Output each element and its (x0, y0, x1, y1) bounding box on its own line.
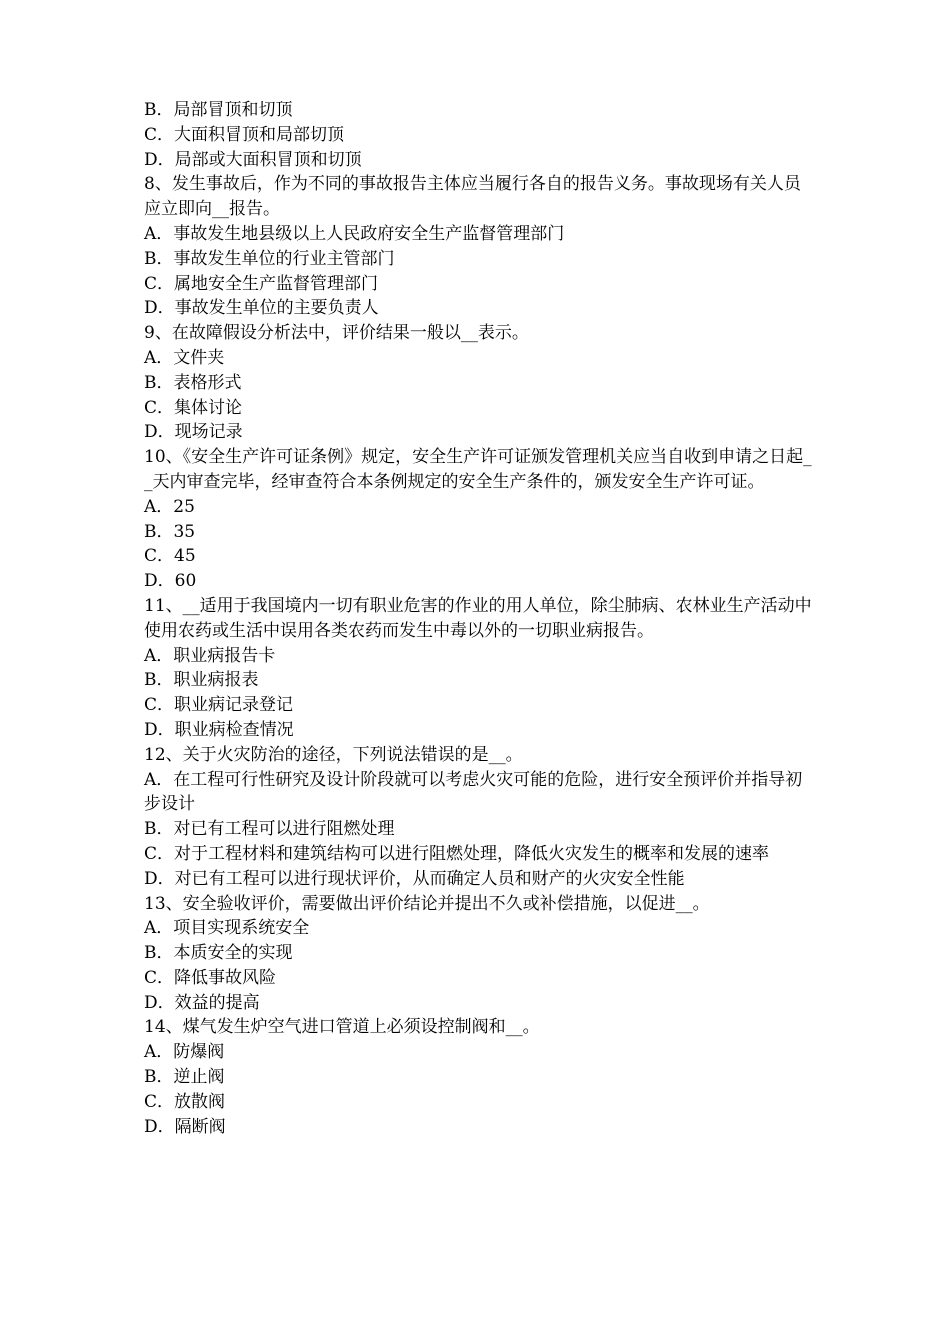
answer-option: B．表格形式 (144, 372, 242, 393)
answer-option: C．属地安全生产监督管理部门 (144, 273, 379, 294)
answer-option: A．在工程可行性研究及设计阶段就可以考虑火灾可能的危险，进行安全预评价并指导初步设计 (144, 769, 803, 815)
answer-option: B．对已有工程可以进行阻燃处理 (144, 819, 395, 840)
answer-option: D．60 (144, 571, 197, 592)
answer-option: D．对已有工程可以进行现状评价，从而确定人员和财产的火灾安全性能 (144, 868, 685, 889)
exam-content (144, 98, 814, 1139)
answer-option: D．局部或大面积冒顶和切顶 (144, 149, 362, 170)
question-text: 10、《安全生产许可证条例》规定，安全生产许可证颁发管理机关应当自收到申请之日起__天内审查完毕，经审查符合本条例规定的安全生产条件的，颁发安全生产许可证。 (144, 447, 812, 492)
answer-option: C．职业病记录登记 (144, 695, 294, 716)
question-text: 12、关于火灾防治的途径，下列说法错误的是__。 (144, 744, 523, 765)
question-text: 9、在故障假设分析法中，评价结果一般以__表示。 (144, 323, 529, 344)
answer-option: C．降低事故风险 (144, 967, 277, 988)
answer-option: A．事故发生地县级以上人民政府安全生产监督管理部门 (144, 223, 565, 244)
answer-option: B．事故发生单位的行业主管部门 (144, 248, 395, 269)
answer-option: C．集体讨论 (144, 397, 243, 418)
question-text: 14、煤气发生炉空气进口管道上必须设控制阀和__。 (144, 1017, 540, 1038)
question-text: 11、__适用于我国境内一切有职业危害的作业的用人单位，除尘肺病、农林业生产活动中使用农药或生活中误用各类农药而发生中毒以外的一切职业病报告。 (144, 595, 812, 641)
answer-option: B．职业病报表 (144, 670, 259, 691)
answer-option: C．45 (144, 546, 196, 567)
answer-option: A．项目实现系统安全 (144, 918, 310, 939)
answer-option: B．局部冒顶和切顶 (144, 100, 293, 120)
answer-option: A．职业病报告卡 (144, 645, 276, 666)
answer-option: D．现场记录 (144, 422, 243, 443)
answer-option: D．隔断阀 (144, 1116, 226, 1137)
answer-option: C．对于工程材料和建筑结构可以进行阻燃处理，降低火灾发生的概率和发展的速率 (144, 843, 770, 864)
answer-option: B．逆止阀 (144, 1067, 225, 1088)
answer-option: C．大面积冒顶和局部切顶 (144, 124, 345, 145)
answer-option: A．25 (144, 496, 195, 517)
answer-option: D．效益的提高 (144, 992, 260, 1013)
answer-option: D．职业病检查情况 (144, 719, 294, 740)
answer-option: D．事故发生单位的主要负责人 (144, 298, 379, 319)
answer-option: A．防爆阀 (144, 1042, 225, 1063)
question-text: 13、安全验收评价，需要做出评价结论并提出不久或补偿措施，以促进__。 (144, 893, 710, 914)
question-text: 8、发生事故后，作为不同的事故报告主体应当履行各自的报告义务。事故现场有关人员应立即向__报告。 (144, 174, 801, 220)
answer-option: C．放散阀 (144, 1091, 226, 1112)
answer-option: B．本质安全的实现 (144, 943, 293, 964)
answer-option: B．35 (144, 521, 196, 542)
answer-option: A．文件夹 (144, 347, 225, 368)
